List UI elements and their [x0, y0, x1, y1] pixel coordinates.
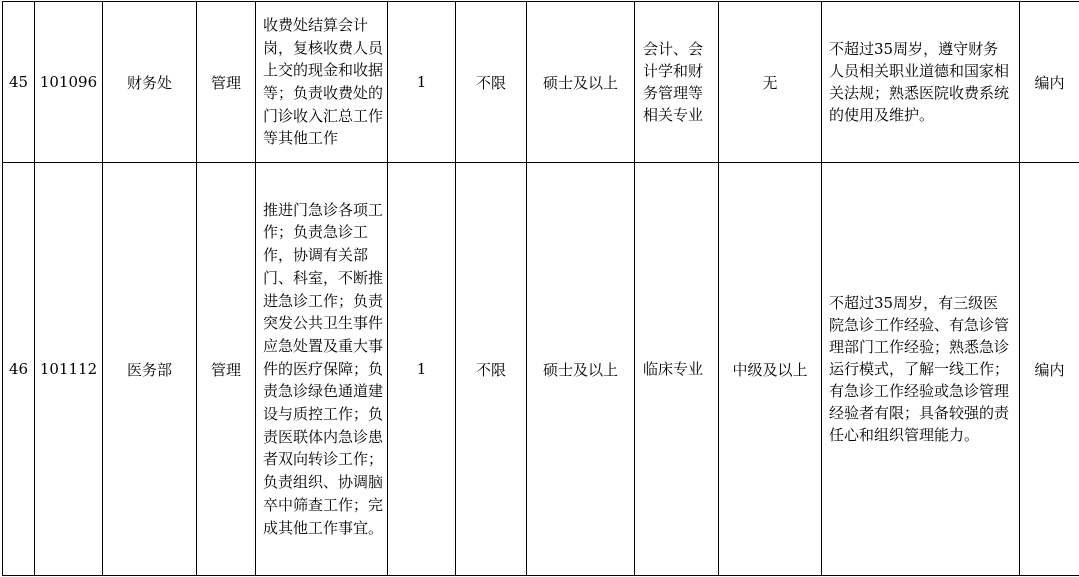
hiring-count: 1	[388, 163, 456, 576]
row-number: 46	[3, 163, 35, 576]
education-requirement: 硕士及以上	[527, 2, 635, 163]
other-requirements: 不超过35周岁，有三级医院急诊工作经验、有急诊管理部门工作经验；熟悉急诊运行模式，了解一线工作；有急诊工作经验或急诊管理经验者有限；具备较强的责任心和组织管理能力。	[822, 163, 1020, 576]
age-limit: 不限	[456, 163, 527, 576]
department: 医务部	[103, 163, 197, 576]
row-number: 45	[3, 2, 35, 163]
position-code: 101096	[35, 2, 103, 163]
title-requirement: 中级及以上	[719, 163, 822, 576]
other-requirements: 不超过35周岁，遵守财务人员相关职业道德和国家相关法规；熟悉医院收费系统的使用及维护。	[822, 2, 1020, 163]
staffing-type: 编内	[1020, 163, 1079, 576]
job-duties: 收费处结算会计岗，复核收费人员上交的现金和收据等；负责收费处的门诊收入汇总工作等其他工作	[256, 2, 388, 163]
job-duties: 推进门急诊各项工作；负责急诊工作，协调有关部门、科室，不断推进急诊工作；负责突发公共卫生事件应急处置及重大事件的医疗保障；负责急诊绿色通道建设与质控工作；负责医联体内急诊患者双向转诊工作；负责组织、协调脑卒中筛查工作；完成其他工作事宜。	[256, 163, 388, 576]
table-row	[3, 163, 1079, 576]
position-type: 管理	[197, 2, 256, 163]
department: 财务处	[103, 2, 197, 163]
staffing-type: 编内	[1020, 2, 1079, 163]
hiring-count: 1	[388, 2, 456, 163]
major-requirement: 临床专业	[635, 163, 719, 576]
major-requirement: 会计、会计学和财务管理等相关专业	[635, 2, 719, 163]
recruitment-table	[2, 1, 1079, 576]
age-limit: 不限	[456, 2, 527, 163]
position-type: 管理	[197, 163, 256, 576]
table-row	[3, 2, 1079, 163]
position-code: 101112	[35, 163, 103, 576]
title-requirement: 无	[719, 2, 822, 163]
education-requirement: 硕士及以上	[527, 163, 635, 576]
